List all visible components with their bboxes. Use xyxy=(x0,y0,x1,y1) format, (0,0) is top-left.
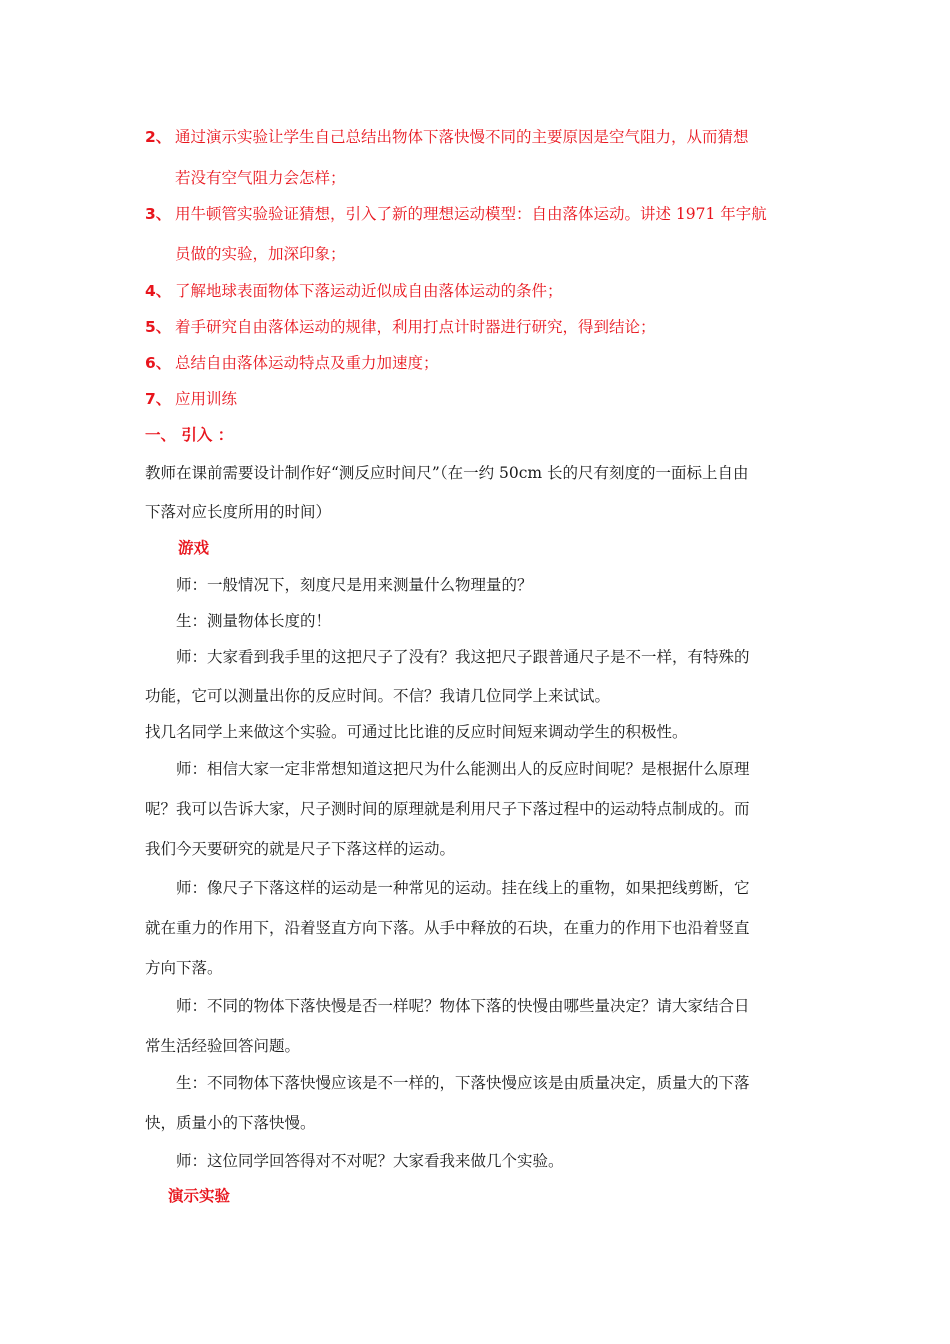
dialogue-teacher-3-line-1: 师：相信大家一定非常想知道这把尺为什么能测出人的反应时间呢？是根据什么原理 xyxy=(176,760,750,778)
dialogue-teacher-2-line-1: 师：大家看到我手里的这把尺子了没有？我这把尺子跟普通尺子是不一样，有特殊的 xyxy=(176,648,750,666)
objective-text: 用牛顿管实验验证猜想，引入了新的理想运动模型：自由落体运动。讲述 1971 年宇航 xyxy=(175,205,767,223)
dialogue-teacher-1: 师：一般情况下，刻度尺是用来测量什么物理量的？ xyxy=(176,576,533,594)
dialogue-teacher-3-line-3: 我们今天要研究的就是尺子下落这样的运动。 xyxy=(145,840,456,858)
objective-number: 3、 xyxy=(145,205,172,223)
dialogue-teacher-3-line-2: 呢？我可以告诉大家，尺子测时间的原理就是利用尺子下落过程中的运动特点制成的。而 xyxy=(145,800,750,818)
dialogue-student-2-line-1: 生：不同物体下落快慢应该是不一样的，下落快慢应该是由质量决定，质量大的下落 xyxy=(176,1074,750,1092)
objective-item-2-continuation: 若没有空气阻力会怎样； xyxy=(175,169,346,187)
instruction-note: 找几名同学上来做这个实验。可通过比比谁的反应时间短来调动学生的积极性。 xyxy=(145,723,688,741)
objective-text: 了解地球表面物体下落运动近似成自由落体运动的条件； xyxy=(175,282,563,300)
objective-number: 6、 xyxy=(145,354,172,372)
dialogue-student-1: 生：测量物体长度的！ xyxy=(176,612,332,630)
objective-text: 应用训练 xyxy=(175,390,238,408)
intro-line-2: 下落对应长度所用的时间） xyxy=(145,503,332,521)
objective-text: 总结自由落体运动特点及重力加速度； xyxy=(175,354,439,372)
dialogue-teacher-5-line-1: 师：不同的物体下落快慢是否一样呢？物体下落的快慢由哪些量决定？请大家结合日 xyxy=(176,997,750,1015)
dialogue-teacher-4-line-2: 就在重力的作用下，沿着竖直方向下落。从手中释放的石块，在重力的作用下也沿着竖直 xyxy=(145,919,750,937)
dialogue-teacher-5-line-2: 常生活经验回答问题。 xyxy=(145,1037,301,1055)
game-heading: 游戏 xyxy=(178,539,210,557)
objective-number: 4、 xyxy=(145,282,172,300)
objective-text: 着手研究自由落体运动的规律，利用打点计时器进行研究，得到结论； xyxy=(175,318,656,336)
dialogue-teacher-2-line-2: 功能，它可以测量出你的反应时间。不信？我请几位同学上来试试。 xyxy=(145,687,611,705)
objective-text: 通过演示实验让学生自己总结出物体下落快慢不同的主要原因是空气阻力，从而猜想 xyxy=(175,128,749,146)
objective-number: 2、 xyxy=(145,128,172,146)
intro-line-1: 教师在课前需要设计制作好“测反应时间尺”（在一约 50cm 长的尺有刻度的一面标上自由 xyxy=(145,464,749,482)
demo-heading: 演示实验 xyxy=(168,1187,231,1205)
section-heading: 一、 引入 ： xyxy=(145,426,234,444)
dialogue-teacher-4-line-3: 方向下落。 xyxy=(145,959,223,977)
dialogue-teacher-6: 师：这位同学回答得对不对呢？大家看我来做几个实验。 xyxy=(176,1152,564,1170)
dialogue-teacher-4-line-1: 师：像尺子下落这样的运动是一种常见的运动。挂在线上的重物，如果把线剪断，它 xyxy=(176,879,750,897)
objective-number: 7、 xyxy=(145,390,172,408)
objective-number: 5、 xyxy=(145,318,172,336)
objective-item-3-continuation: 员做的实验，加深印象； xyxy=(175,245,346,263)
dialogue-student-2-line-2: 快，质量小的下落快慢。 xyxy=(145,1114,316,1132)
